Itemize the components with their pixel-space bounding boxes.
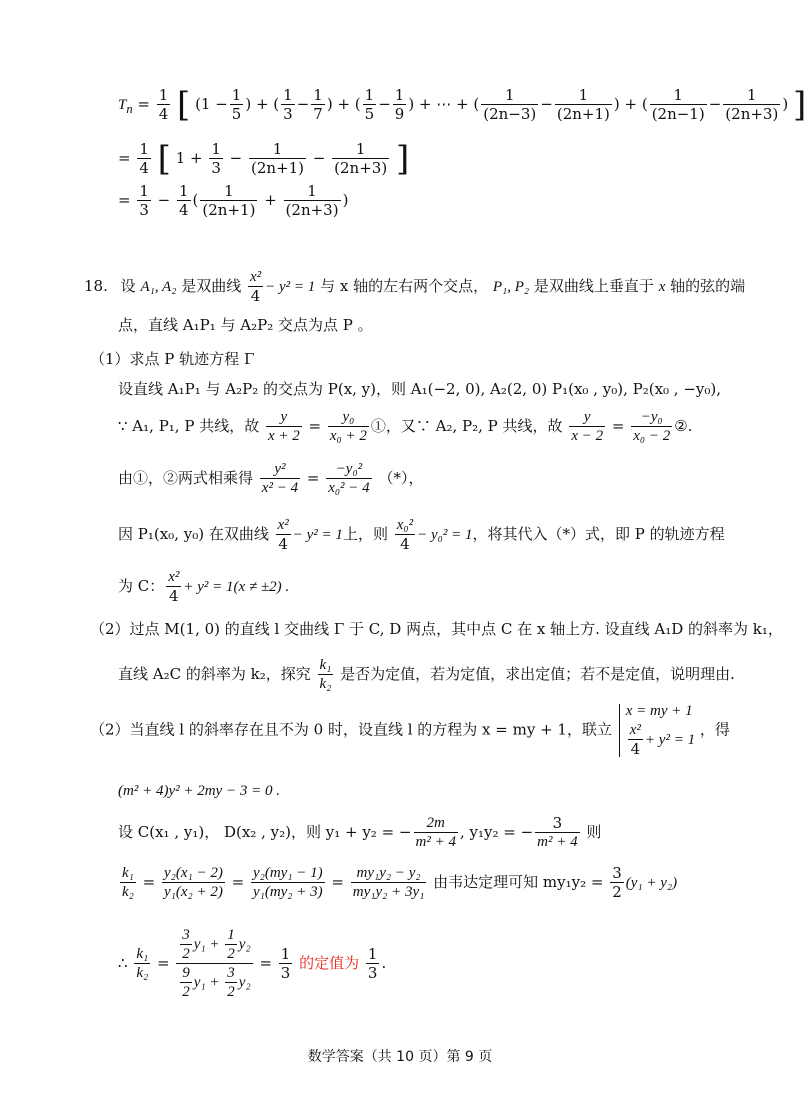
part2-solution-line-2: (m² + 4)y² + 2my − 3 = 0 . [118, 783, 280, 799]
part1-line-e: 为 C： $\frac{\text{x²}}{4}$ + y² = 1(x ≠ ±2) . [118, 569, 290, 605]
part1-line-c: 由①，②两式相乘得 $\frac{\text{y²}}{\text{x² − 4}}$ = $\frac{\text{−y₀²}}{\text{x₀² − 4}}$ （*）， [118, 461, 424, 496]
part2-solution-line-5: ∴ $\frac{\text{k₁}}{\text{k₂}}$ = $\frac{3}{2}$ y₁ + $\frac{1}{2}$ y₂ $\frac{9}{2}$ y₁ + $\frac{3}{2}$ y₂ = $\frac{1}{3}$ 的定值为 $\frac{1}{3}$ . [118, 927, 387, 1000]
part1-line-a: 设直线 A₁P₁ 与 A₂P₂ 的交点为 P(x, y)，则 A₁(−2, 0), A₂(2, 0) P₁(x₀ , y₀), P₂(x₀ , −y₀), [118, 380, 722, 398]
part2-solution-line-1: （2）当直线 l 的斜率存在且不为 0 时，设直线 l 的方程为 x = my + 1，联立 x = my + 1 $\frac{\text{x²}}{4}$ + y² = 1 ，得 [90, 703, 730, 758]
problem-18-line-1: 18. 设 A₁, A₂ 是双曲线 $\frac{\text{x²}}{4}$ − y² = 1 与 x 轴的左右两个交点， P₁, P₂ 是双曲线上垂直于 x 轴的弦的端 [84, 269, 746, 305]
page-footer: 数学答案（共 10 页）第 9 页 [307, 1049, 493, 1065]
summation-line-3: = $\frac{1}{3}$ − $\frac{1}{4}$ ( $\frac{1}{(2n+1)}$ + $\frac{1}{(2n+3)}$ ) [118, 182, 349, 219]
part2-question-line-1: （2）过点 M(1, 0) 的直线 l 交曲线 Γ 于 C, D 两点，其中点 C 在 x 轴上方. 设直线 A₁D 的斜率为 k₁， [90, 620, 783, 638]
part1-line-d: 因 P₁(x₀, y₀) 在双曲线 $\frac{\text{x²}}{4}$ − y² = 1上，则 $\frac{\text{x₀²}}{4}$ − y₀² = 1，将其代入（*）式，即 P 的轨迹方程 [118, 517, 725, 553]
answer-highlight: 的定值为 [299, 954, 360, 972]
part1-line-b: ∵ A₁, P₁, P 共线，故 $\frac{y}{x + 2}$ = $\frac{\text{y₀}}{\text{x₀ + 2}}$ ①，又∵ A₂, P₂, P 共线，故 $\frac{y}{x - 2}$ = $\frac{\text{−y₀}}{\text{x₀ − 2}}$ ②. [118, 409, 693, 444]
part2-question-line-2: 直线 A₂C 的斜率为 k₂，探究 $\frac{\text{k₁}}{\text{k₂}}$ 是否为定值，若为定值，求出定值；若不是定值，说明理由. [118, 657, 735, 692]
summation-line-1: $T_n$ = $\frac{1}{4}$ [ (1 − $\frac{1}{5}$ ) + ( $\frac{1}{3}$ − $\frac{1}{7}$ ) + ( $\frac{1}{5}$ − $\frac{1}{9}$ ) + ⋯ + ( $\frac{1}{(2n-3)}$ − $\frac{1}{(2n+1)}$ ) + ( $\frac{1}{(2n-1)}$ − $\frac{1}{(2n+3)}$ ) ] [118, 85, 806, 125]
summation-line-2: = $\frac{1}{4}$ [ 1 + $\frac{1}{3}$ − $\frac{1}{(2n+1)}$ − $\frac{1}{(2n+3)}$ ] [118, 139, 410, 179]
problem-18-line-2: 点，直线 A₁P₁ 与 A₂P₂ 交点为点 P 。 [118, 316, 373, 334]
part1-heading: （1）求点 P 轨迹方程 Γ [90, 350, 255, 368]
part2-solution-line-4: $\frac{\text{k₁}}{\text{k₂}}$ = $\frac{\text{y₂(x₁ − 2)}}{\text{y₁(x₂ + 2)}}$ = $\frac{\text{y₂(my₁ − 1)}}{\text{y₁(my₂ + 3)}}$ = $\frac{\text{my₁y₂ − y₂}}{\text{my₁y₂ + 3y₁}}$ 由韦达定理可知 my₁y₂ = $\frac{3}{2}$ (y₁ + y₂) [122, 864, 678, 901]
equation-system: x = my + 1 $\frac{\text{x²}}{4}$ + y² = 1 [619, 704, 695, 757]
problem-number: 18. [84, 277, 108, 295]
part2-solution-line-3: 设 C(x₁ , y₁)， D(x₂ , y₂)，则 y₁ + y₂ = − $\frac{2m}{\text{m² + 4}}$ , y₁y₂ = − $\frac{3}{\text{m² + 4}}$ 则 [118, 814, 602, 850]
